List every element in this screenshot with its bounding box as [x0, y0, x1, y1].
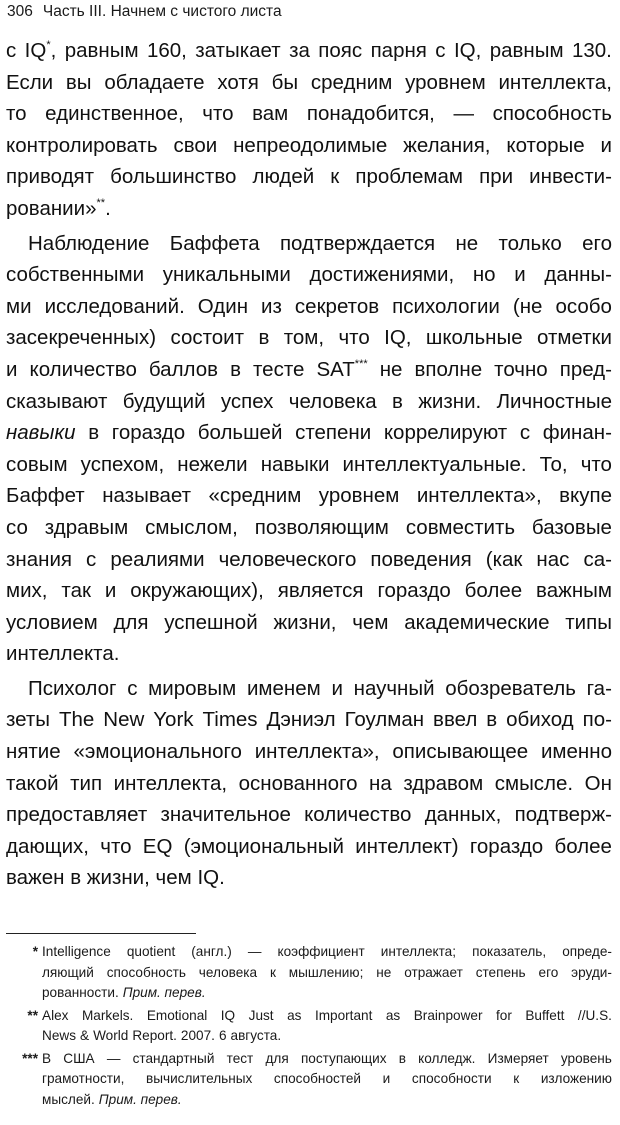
text-line: мих, так и окружающих), является гораздо более важным: [6, 579, 612, 603]
text-line: Психолог с мировым именем и научный обозреватель га-: [28, 676, 612, 700]
body-text: [6, 35, 612, 894]
text-line: зеты The New York Times Дэниэл Гоулман ввел в обиход по-: [6, 708, 612, 732]
section-title: Часть III. Начнем с чистого листа: [42, 3, 282, 20]
footnote-line: ляющий способность человека к мышлению; не отражает степень его эруди-: [42, 964, 612, 980]
text-line: приводят большинство людей к проблемам при инвести-: [6, 165, 612, 189]
text-line: Наблюдение Баффета подтверждается не только его: [28, 231, 612, 255]
text-line: сказывают будущий успех человека в жизни. Личностные: [6, 389, 612, 413]
footnote: [6, 1049, 612, 1111]
footnotes: [6, 942, 612, 1112]
footnote-line: Alex Markels. Emotional IQ Just as Important as Brainpower for Buffett //U.S.: [42, 1007, 612, 1023]
footnote: [6, 1006, 612, 1047]
footnote-line: Intelligence quotient (англ.) — коэффициент интеллекта; показатель, опреде-: [42, 944, 612, 959]
footnote-divider: [6, 933, 196, 934]
text-line: такой тип интеллекта, основанного на здравом смысле. Он: [6, 771, 612, 795]
footnote-mark: *: [32, 944, 38, 959]
text-line: предоставляет значительное количество данных, подтверж-: [6, 803, 612, 827]
text-line: контролировать свои непреодолимые желания, которые и: [6, 133, 612, 157]
text-line: Баффет называет «средним уровнем интеллекта», вкупе: [6, 484, 612, 508]
text-line: засекреченных) состоит в том, что IQ, школьные отметки: [6, 326, 612, 350]
text-line: условием для успешной жизни, чем академические типы: [6, 610, 612, 634]
footnote-line: мыслей. Прим. перев.: [42, 1091, 182, 1107]
text-line: со здравым смыслом, позволяющим совместить базовые: [6, 515, 612, 539]
footnote-mark: **: [27, 1007, 38, 1023]
text-line: ми исследований. Один из секретов психологии (не особо: [6, 294, 612, 318]
running-head: [7, 2, 607, 22]
text-line: знания с реалиями человеческого поведения (как нас са-: [6, 547, 612, 571]
text-line: собственными уникальными достижениями, но и данны-: [6, 263, 612, 287]
footnote-mark: ***: [22, 1050, 38, 1066]
footnote: [6, 942, 612, 1004]
footnote-line: грамотности, вычислительных способностей и способности к изложению: [42, 1071, 612, 1086]
text-line: навыки в гораздо большей степени коррелируют с финан-: [6, 421, 612, 445]
text-line: совым успехом, нежели навыки интеллектуальные. То, что: [6, 452, 612, 476]
text-line: и количество баллов в тесте SAT*** не вполне точно пред-: [6, 357, 612, 381]
text-line: ровании»**.: [6, 196, 111, 220]
text-line: важен в жизни, чем IQ.: [6, 866, 225, 890]
page-number: 306: [7, 3, 33, 20]
text-line: с IQ*, равным 160, затыкает за пояс парня с IQ, равным 130.: [6, 39, 612, 62]
footnote-line: News & World Report. 2007. 6 августа.: [42, 1028, 282, 1043]
text-line: интеллекта.: [6, 642, 120, 666]
text-line: нятие «эмоционального интеллекта», описывающее именно: [6, 740, 612, 764]
text-line: Если вы обладаете хотя бы средним уровнем интеллекта,: [6, 70, 612, 94]
text-line: то единственное, что вам понадобится, — способность: [6, 102, 612, 126]
footnote-line: В США — стандартный тест для поступающих в колледж. Измеряет уровень: [42, 1050, 612, 1066]
footnote-line: рованности. Прим. перев.: [42, 985, 206, 1000]
text-line: дающих, что EQ (эмоциональный интеллект) гораздо более: [6, 834, 612, 858]
